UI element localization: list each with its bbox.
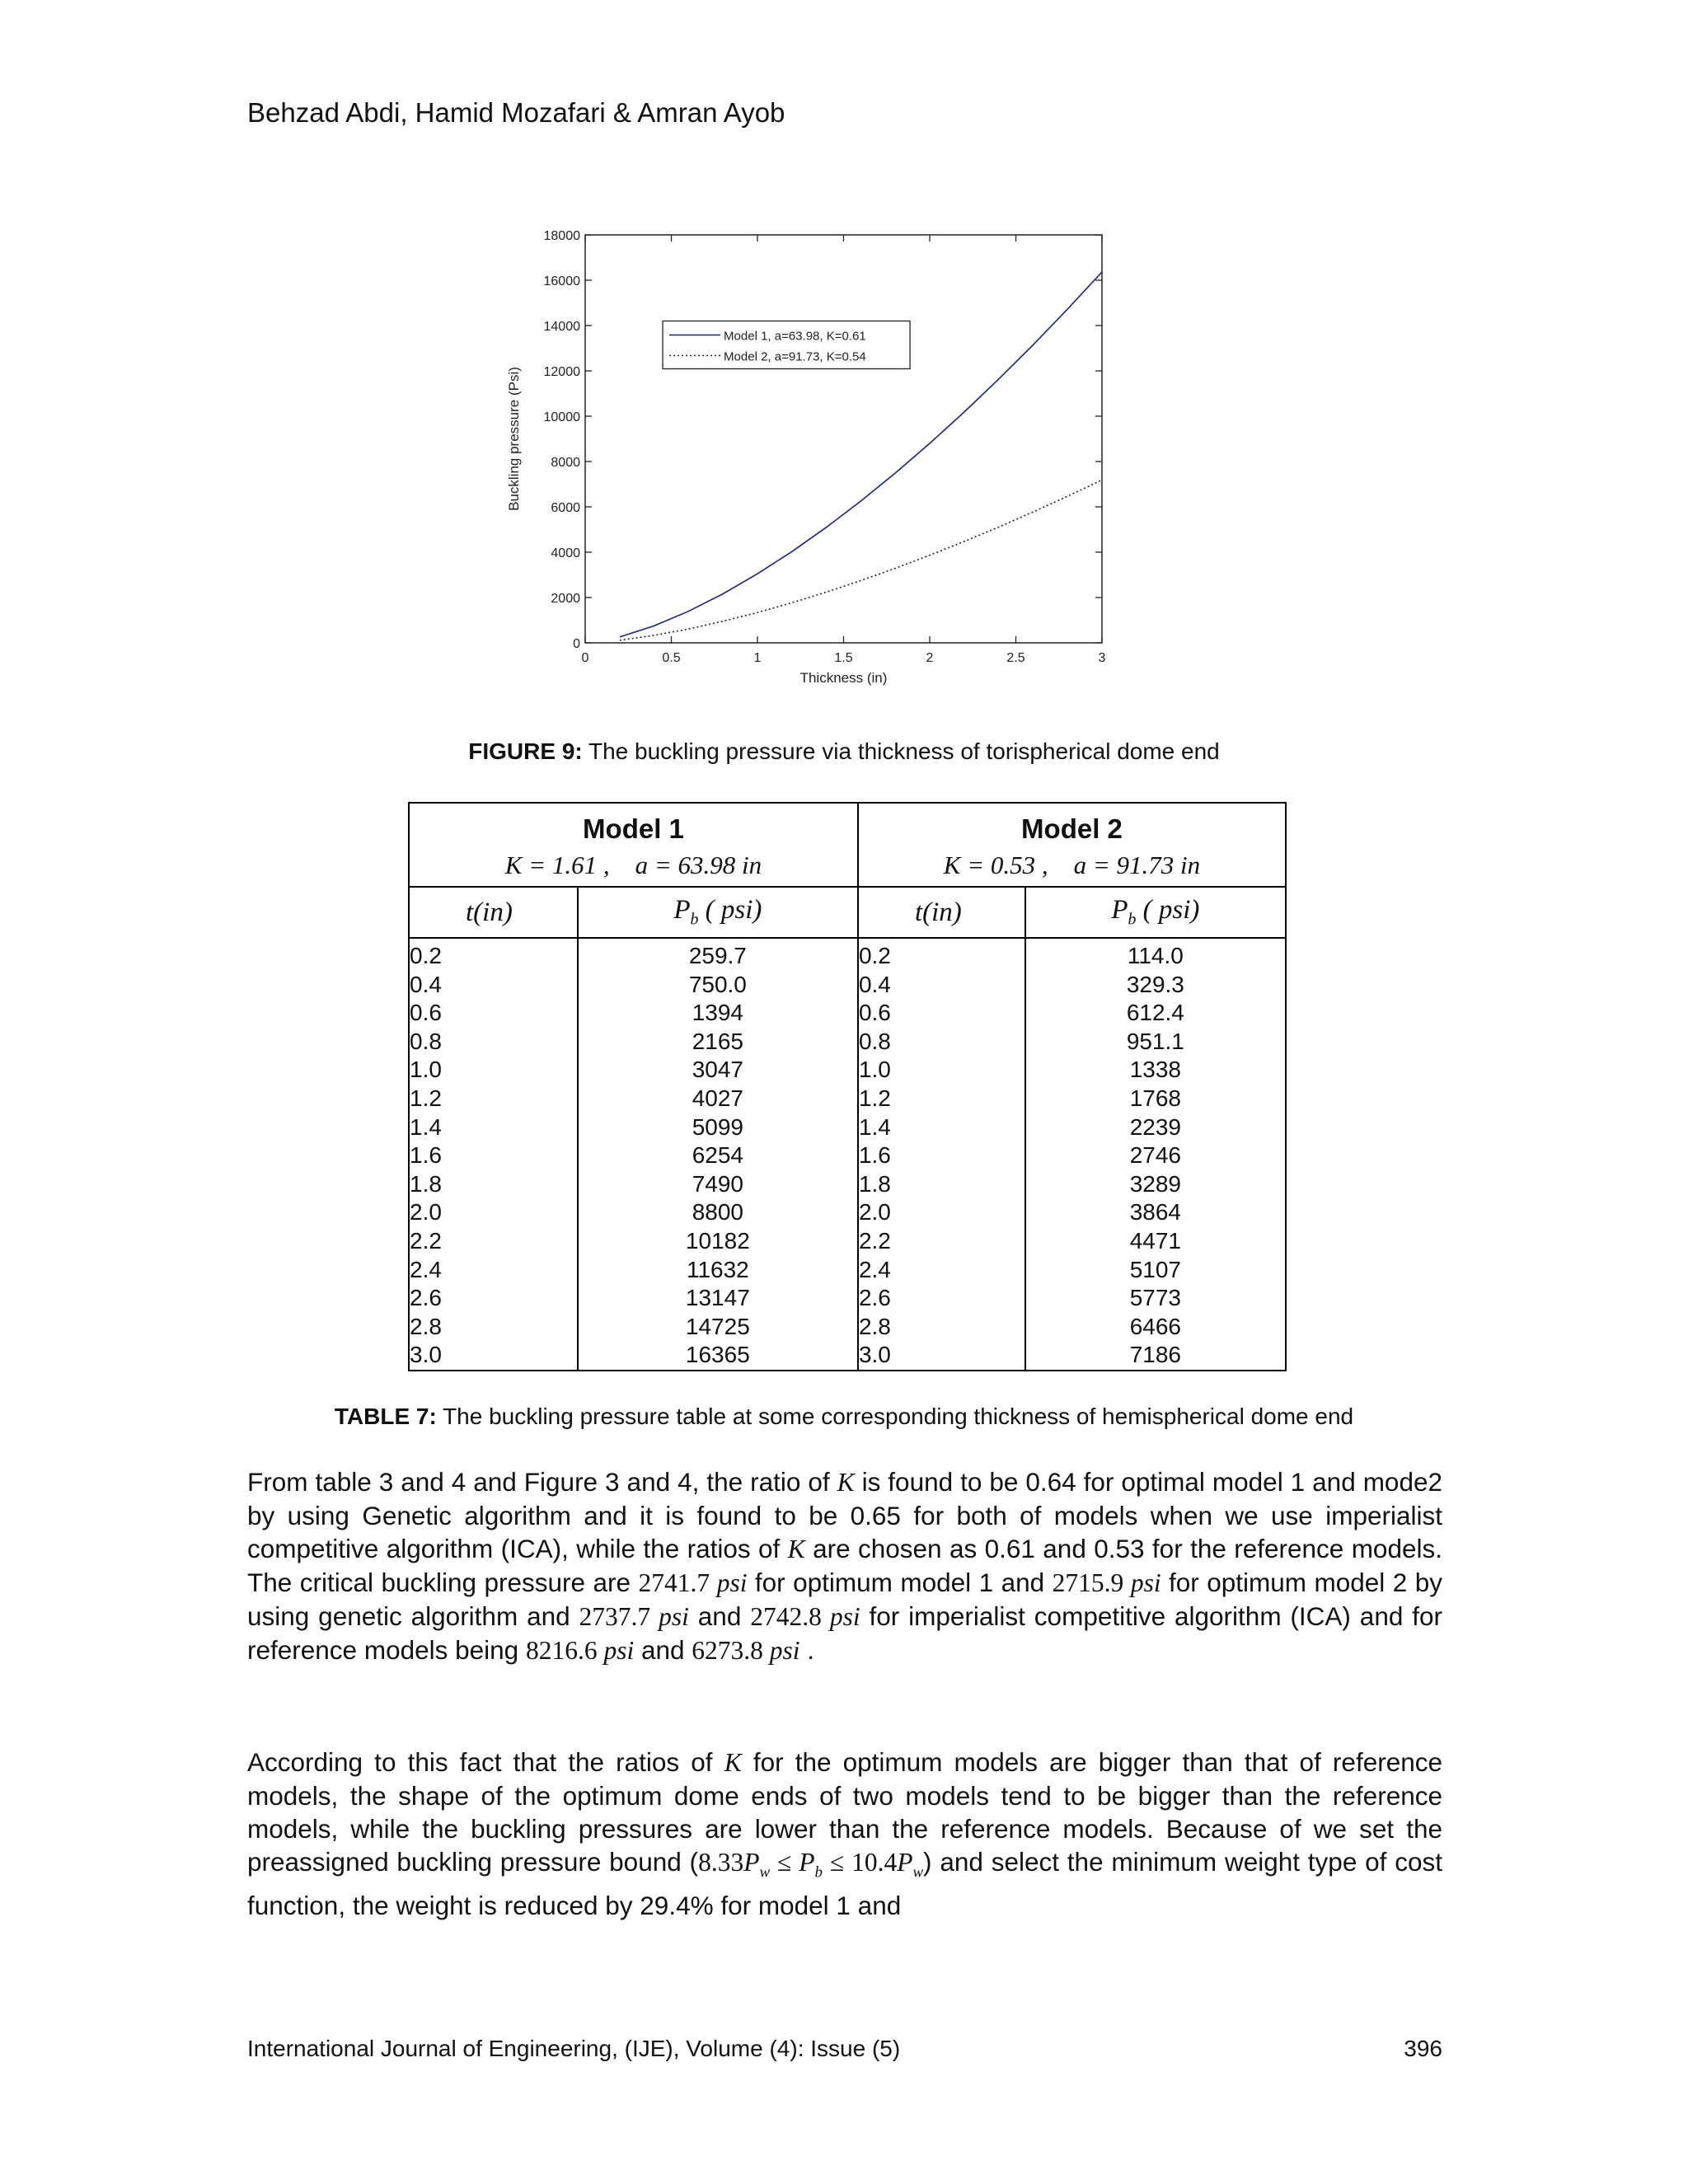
thickness-2-cell: 1.6: [858, 1141, 1025, 1170]
model1-params: [409, 845, 858, 887]
thickness-2-cell: 2.4: [858, 1256, 1025, 1285]
p1-s4: for optimum model 1 and: [747, 1568, 1053, 1597]
p2-b2: 10.4: [851, 1848, 898, 1877]
p1-s6: and: [688, 1601, 751, 1631]
y-tick-label: 6000: [551, 501, 580, 515]
table-row: [409, 1085, 1286, 1113]
legend-label-1: Model 1, a=63.98, K=0.61: [724, 329, 866, 344]
y-tick-label: 10000: [543, 410, 580, 424]
pressure-1-cell: 259.7: [578, 938, 858, 971]
pressure-1-cell: 14725: [578, 1313, 858, 1342]
col-pressure-2-sub: b: [1128, 910, 1137, 929]
table-body: [409, 938, 1286, 1371]
y-tick-label: 14000: [543, 320, 580, 334]
p1-v4: 2742.8: [750, 1602, 822, 1631]
pressure-2-cell: 5773: [1025, 1284, 1286, 1313]
col-thickness-1: t(in): [409, 887, 578, 938]
thickness-1-cell: 2.8: [409, 1313, 578, 1342]
pressure-2-cell: 5107: [1025, 1256, 1286, 1285]
p1-v1: 2741.7: [638, 1568, 710, 1597]
pressure-1-cell: 750.0: [578, 971, 858, 1000]
buckling-pressure-chart: [499, 223, 1142, 709]
table-caption-text: The buckling pressure table at some corresponding thickness of hemispherical dome end: [436, 1404, 1354, 1429]
p1-s2: is found to be 0.64 for optimal model 1 and mode2 by using Genetic algorithm and it is found to be 0.65 for both of models when we use imperialist competitive algorithm (ICA), while the ratios of: [247, 1467, 1443, 1563]
y-tick-label: 0: [573, 637, 580, 651]
y-tick-label: 2000: [551, 592, 580, 606]
chart-svg: [499, 223, 1142, 709]
p1-s7: for imperialist competitive algorithm (ICA) and for reference models being: [247, 1601, 1442, 1665]
table-row: [409, 1284, 1286, 1313]
thickness-2-cell: 3.0: [858, 1341, 1025, 1371]
figure-caption: [0, 738, 1688, 765]
table-caption: [0, 1404, 1688, 1430]
thickness-1-cell: 0.8: [409, 1028, 578, 1057]
y-tick-label: 4000: [551, 546, 580, 560]
table-row: [409, 1028, 1286, 1057]
pressure-2-cell: 1768: [1025, 1085, 1286, 1113]
y-tick-label: 18000: [543, 229, 580, 243]
p2-w2: w: [912, 1863, 924, 1882]
thickness-1-cell: 1.8: [409, 1170, 578, 1199]
thickness-1-cell: 0.6: [409, 999, 578, 1028]
table-row: [409, 1056, 1286, 1085]
p1-u4: psi: [821, 1602, 860, 1631]
table-caption-label: TABLE 7:: [334, 1404, 437, 1429]
pressure-1-cell: 16365: [578, 1341, 858, 1371]
x-tick-label: 0: [581, 651, 589, 665]
pressure-1-cell: 8800: [578, 1198, 858, 1227]
table-row: [409, 1141, 1286, 1170]
model2-k: K = 0.53 ,: [943, 851, 1048, 879]
p1-s8: and: [634, 1635, 692, 1665]
p1-k2: K: [787, 1535, 805, 1563]
p1-k1: K: [837, 1468, 855, 1497]
thickness-1-cell: 1.0: [409, 1056, 578, 1085]
thickness-1-cell: 0.2: [409, 938, 578, 971]
col-pressure-2: [1025, 887, 1286, 938]
table-row: [409, 1256, 1286, 1285]
thickness-1-cell: 1.6: [409, 1141, 578, 1170]
p2-w: w: [759, 1863, 771, 1882]
col-thickness-2: t(in): [858, 887, 1025, 938]
p1-v6: 6273.8: [692, 1636, 763, 1665]
table-row: [409, 999, 1286, 1028]
x-tick-label: 2.5: [1006, 651, 1025, 665]
pressure-1-cell: 11632: [578, 1256, 858, 1285]
thickness-2-cell: 0.6: [858, 999, 1025, 1028]
thickness-1-cell: 1.2: [409, 1085, 578, 1113]
pressure-1-cell: 7490: [578, 1170, 858, 1199]
pressure-1-cell: 1394: [578, 999, 858, 1028]
table-row: [409, 1313, 1286, 1342]
pressure-1-cell: 3047: [578, 1056, 858, 1085]
p2-k1: K: [724, 1748, 742, 1777]
thickness-1-cell: 2.6: [409, 1284, 578, 1313]
thickness-1-cell: 2.4: [409, 1256, 578, 1285]
x-tick-label: 0.5: [662, 651, 681, 665]
table-row: [409, 1341, 1286, 1371]
pressure-2-cell: 329.3: [1025, 971, 1286, 1000]
col-pressure-1-sub: b: [690, 910, 699, 929]
p1-v5: 8216.6: [525, 1636, 598, 1665]
y-tick-label: 16000: [543, 274, 580, 288]
pressure-1-cell: 13147: [578, 1284, 858, 1313]
pressure-2-cell: 3864: [1025, 1198, 1286, 1227]
pressure-2-cell: 951.1: [1025, 1028, 1286, 1057]
p2-s1: According to this fact that the ratios of: [247, 1747, 724, 1777]
p1-s5: for optimum model 2 by using genetic algorithm and: [247, 1568, 1442, 1631]
p1-s3: are chosen as 0.61 and 0.53 for the reference models. The critical buckling pressure are: [247, 1534, 1442, 1597]
thickness-1-cell: 1.4: [409, 1113, 578, 1142]
model1-a: a = 63.98 in: [635, 851, 762, 879]
p2-s2: for the optimum models are bigger than that of reference models, the shape of the optimum dome ends of two models tend to be bigger than the reference models, while the buckling pressures are lower than the reference models. Because of we set the preassigned buckling pressure bound (: [247, 1747, 1443, 1877]
buckling-table: [408, 802, 1287, 1371]
pressure-2-cell: 3289: [1025, 1170, 1286, 1199]
p2-b: b: [814, 1863, 823, 1882]
p1-v2: 2715.9: [1052, 1568, 1124, 1597]
p2-le1: ≤: [770, 1848, 799, 1877]
thickness-2-cell: 1.2: [858, 1085, 1025, 1113]
thickness-2-cell: 2.8: [858, 1313, 1025, 1342]
thickness-1-cell: 0.4: [409, 971, 578, 1000]
model2-a: a = 91.73 in: [1073, 851, 1201, 879]
p1-v3: 2737.7: [579, 1602, 651, 1631]
pressure-2-cell: 1338: [1025, 1056, 1286, 1085]
paragraph-1: [247, 1465, 1442, 1667]
thickness-2-cell: 1.0: [858, 1056, 1025, 1085]
pressure-2-cell: 2239: [1025, 1113, 1286, 1142]
pressure-2-cell: 114.0: [1025, 938, 1286, 971]
pressure-1-cell: 5099: [578, 1113, 858, 1142]
p1-u5: psi: [597, 1636, 635, 1665]
table-row: [409, 1198, 1286, 1227]
pressure-2-cell: 6466: [1025, 1313, 1286, 1342]
x-axis-label: Thickness (in): [799, 670, 888, 686]
y-tick-label: 8000: [551, 456, 580, 470]
p1-s1: From table 3 and 4 and Figure 3 and 4, the ratio of: [247, 1467, 837, 1497]
p2-b1: 8.33: [698, 1848, 744, 1877]
table-row: [409, 1113, 1286, 1142]
thickness-1-cell: 3.0: [409, 1341, 578, 1371]
col-pressure-2-symbol: P: [1111, 895, 1128, 926]
pressure-1-cell: 10182: [578, 1227, 858, 1256]
figure-caption-text: The buckling pressure via thickness of torispherical dome end: [582, 738, 1220, 764]
pressure-2-cell: 7186: [1025, 1341, 1286, 1371]
p1-u6: psi: [762, 1636, 800, 1665]
page-number: 396: [1404, 2036, 1442, 2061]
pressure-1-cell: 4027: [578, 1085, 858, 1113]
table-row: [409, 938, 1286, 971]
journal-name: International Journal of Engineering, (IJE), Volume (4): Issue (5): [247, 2036, 901, 2061]
p1-u1: psi: [710, 1568, 748, 1597]
thickness-2-cell: 0.2: [858, 938, 1025, 971]
paragraph-2: [247, 1746, 1442, 1922]
pressure-2-cell: 612.4: [1025, 999, 1286, 1028]
p2-pw: P: [743, 1848, 760, 1877]
pressure-1-cell: 6254: [578, 1141, 858, 1170]
table-row: [409, 1170, 1286, 1199]
legend-label-2: Model 2, a=91.73, K=0.54: [724, 349, 866, 364]
plot-area: [585, 235, 1102, 643]
thickness-1-cell: 2.2: [409, 1227, 578, 1256]
pressure-2-cell: 4471: [1025, 1227, 1286, 1256]
col-pressure-1: [578, 887, 858, 938]
p2-le2: ≤: [822, 1848, 852, 1877]
thickness-2-cell: 0.4: [858, 971, 1025, 1000]
col-pressure-1-unit: ( psi): [698, 895, 762, 926]
p1-u3: psi: [650, 1602, 689, 1631]
p2-pb: P: [799, 1848, 815, 1877]
model2-params: [858, 845, 1286, 887]
p2-pw2: P: [897, 1848, 913, 1877]
model1-title: Model 1: [409, 803, 858, 845]
p2-s3: ) and select the minimum weight type of cost function, the weight is reduced by 29.4% for model 1 and: [247, 1847, 1443, 1921]
running-header: Behzad Abdi, Hamid Mozafari & Amran Ayob: [247, 97, 785, 128]
x-tick-label: 1: [753, 651, 762, 665]
model2-title: Model 2: [858, 803, 1286, 845]
thickness-2-cell: 0.8: [858, 1028, 1025, 1057]
page-footer: [247, 2036, 1442, 2062]
thickness-2-cell: 2.0: [858, 1198, 1025, 1227]
pressure-2-cell: 2746: [1025, 1141, 1286, 1170]
y-tick-label: 12000: [543, 365, 580, 379]
p1-u2: psi: [1123, 1568, 1161, 1597]
table-row: [409, 971, 1286, 1000]
thickness-2-cell: 1.8: [858, 1170, 1025, 1199]
table-row: [409, 1227, 1286, 1256]
x-tick-label: 3: [1098, 651, 1106, 665]
thickness-1-cell: 2.0: [409, 1198, 578, 1227]
col-pressure-2-unit: ( psi): [1136, 895, 1200, 926]
col-pressure-1-symbol: P: [673, 895, 691, 926]
y-axis-label: Buckling pressure (Psi): [506, 367, 522, 511]
thickness-2-cell: 1.4: [858, 1113, 1025, 1142]
thickness-2-cell: 2.6: [858, 1284, 1025, 1313]
thickness-2-cell: 2.2: [858, 1227, 1025, 1256]
x-tick-label: 2: [926, 651, 934, 665]
figure-caption-label: FIGURE 9:: [468, 738, 583, 764]
p1-s9: .: [799, 1635, 815, 1665]
x-tick-label: 1.5: [834, 651, 853, 665]
pressure-1-cell: 2165: [578, 1028, 858, 1057]
model1-k: K = 1.61 ,: [504, 851, 610, 879]
